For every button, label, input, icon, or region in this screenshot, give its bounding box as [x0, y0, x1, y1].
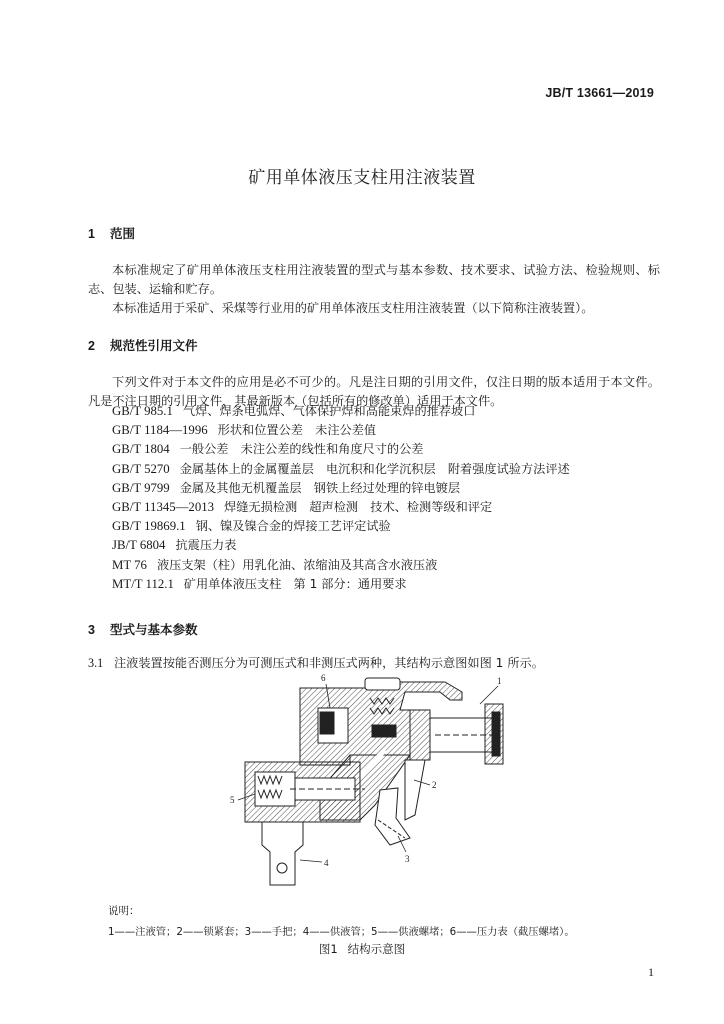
reference-title: 金属及其他无机覆盖层 钢铁上经过处理的锌电镀层 — [179, 480, 461, 495]
standard-code: JB/T 13661—2019 — [545, 86, 654, 100]
reference-item — [112, 402, 570, 421]
top-cap — [365, 678, 400, 690]
reference-item — [112, 517, 570, 536]
figure-caption — [0, 941, 724, 957]
callout-5: 5 — [230, 795, 235, 805]
page-number: 1 — [648, 965, 654, 979]
reference-code: GB/T 11345—2013 — [112, 500, 215, 515]
reference-code: GB/T 1184—1996 — [112, 423, 208, 438]
figure-legend: 1——注液管；2——锁紧套；3——手把；4——供液管；5——供液螺堵；6——压力表（截压螺堵）。 — [108, 926, 575, 938]
reference-item — [112, 479, 570, 498]
reference-item — [112, 575, 570, 594]
clause-number: 3.1 — [88, 656, 104, 670]
caption-title: 结构示意图 — [347, 942, 406, 956]
reference-code: GB/T 985.1 — [112, 404, 173, 418]
section-title: 型式与基本参数 — [110, 622, 198, 637]
reference-code: MT 76 — [112, 557, 147, 572]
callout-6: 6 — [321, 673, 326, 683]
gauge-insert — [320, 712, 334, 734]
callout-4: 4 — [324, 858, 329, 868]
reference-item — [112, 421, 570, 440]
outlet-thread — [492, 712, 500, 756]
reference-title: 金属基体上的金属覆盖层 电沉积和化学沉积层 附着强度试验方法评述 — [179, 461, 570, 476]
reference-title: 液压支架（柱）用乳化油、浓缩油及其高含水液压液 — [156, 557, 438, 572]
caption-label: 图1 — [318, 942, 338, 956]
clause-3-1 — [88, 654, 544, 671]
section-number: 3 — [88, 623, 95, 637]
section-1-heading — [88, 224, 135, 242]
reference-item — [112, 498, 570, 517]
callout-2: 2 — [432, 780, 437, 790]
scope-paragraph-2: 本标准适用于采矿、采煤等行业用的矿用单体液压支柱用注液装置（以下简称注液装置）。 — [112, 301, 594, 315]
reference-title: 抗震压力表 — [175, 538, 237, 553]
section-3-heading — [88, 620, 198, 638]
reference-title: 矿用单体液压支柱 第 1 部分：通用要求 — [183, 576, 407, 591]
reference-title: 气焊、焊条电弧焊、气体保护焊和高能束焊的推荐坡口 — [182, 404, 476, 418]
reference-code: GB/T 1804 — [112, 442, 170, 457]
reference-title: 形状和位置公差 未注公差值 — [217, 423, 377, 438]
reference-item — [112, 440, 570, 459]
structure-diagram — [200, 670, 520, 900]
section-title: 规范性引用文件 — [110, 338, 198, 353]
reference-code: GB/T 5270 — [112, 461, 170, 476]
section-2-heading — [88, 336, 198, 354]
clause-text: 注液装置按能否测压分为可测压式和非测压式两种，其结构示意图如图 1 所示。 — [114, 656, 544, 670]
reference-title: 钢、镍及镍合金的焊接工艺评定试验 — [195, 519, 391, 534]
reference-item — [112, 460, 570, 479]
reference-item — [112, 556, 570, 575]
legend-heading: 说明： — [108, 905, 140, 917]
reference-code: GB/T 19869.1 — [112, 519, 186, 534]
valve-seat — [372, 725, 396, 737]
reference-title: 一般公差 未注公差的线性和角度尺寸的公差 — [179, 442, 424, 457]
reference-item — [112, 536, 570, 555]
callout-3: 3 — [405, 854, 410, 864]
reference-code: JB/T 6804 — [112, 538, 166, 553]
section-number: 2 — [88, 339, 95, 353]
reference-title: 焊缝无损检测 超声检测 技术、检测等级和评定 — [224, 500, 493, 515]
callout-1: 1 — [497, 676, 502, 686]
reference-list — [112, 402, 570, 594]
section-title: 范围 — [110, 226, 136, 241]
reference-code: GB/T 9799 — [112, 480, 170, 495]
scope-paragraph-1: 本标准规定了矿用单体液压支柱用注液装置的型式与基本参数、技术要求、试验方法、检验规则、标志、包装、运输和贮存。 — [88, 263, 660, 296]
inlet-cavity — [255, 772, 295, 806]
document-title: 矿用单体液压支柱用注液装置 — [248, 168, 476, 188]
outlet-body — [410, 710, 430, 760]
locking-sleeve — [405, 760, 425, 820]
references-intro: 下列文件对于本文件的应用是必不可少的。凡是注日期的引用文件，仅注日期的版本适用于本文件。凡是不注日期的引用文件，其最新版本（包括所有的修改单）适用于本文件。 — [88, 375, 660, 408]
reference-code: MT/T 112.1 — [112, 576, 174, 591]
section-number: 1 — [88, 227, 95, 241]
supply-pipe — [262, 822, 303, 885]
